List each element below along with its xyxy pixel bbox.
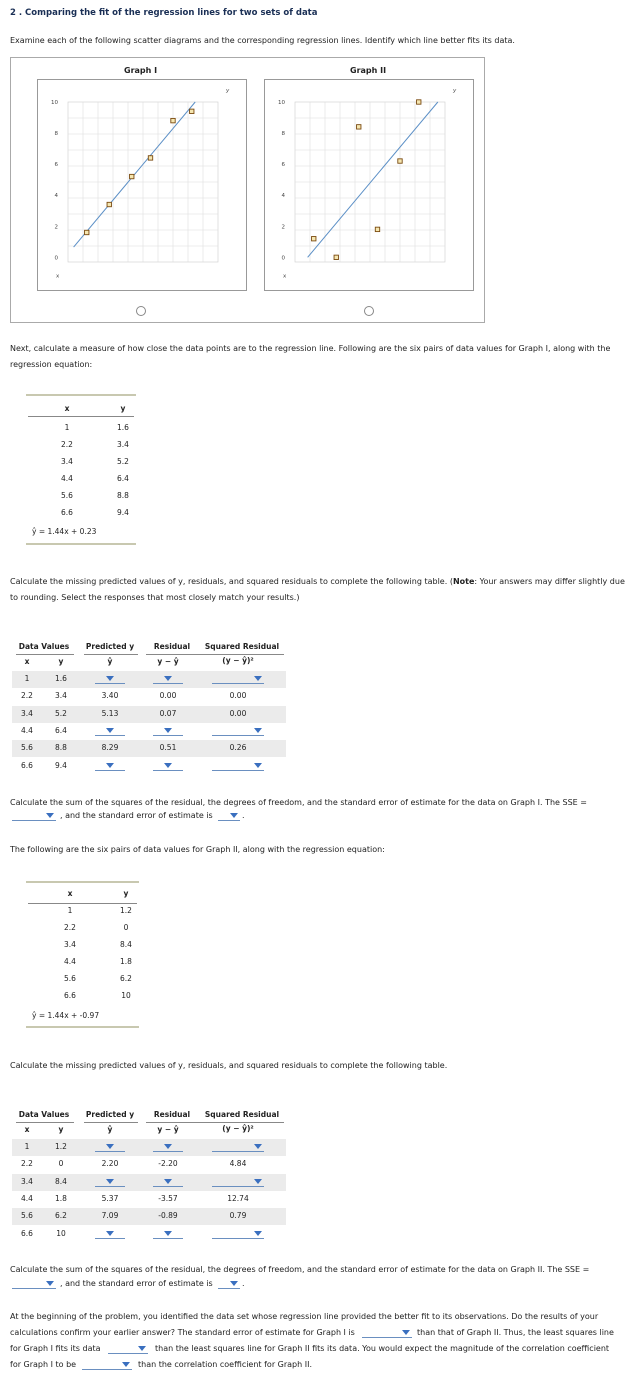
y-cell: 8.8 [55,743,67,753]
residual-dropdown[interactable] [153,761,183,771]
predicted-header: Predicted y [85,642,135,651]
conclusion-line2b: than that of Graph II. Thus, the least squares line [417,1328,614,1337]
x-value-cell: 3.4 [61,457,73,466]
sse1-dropdown[interactable] [12,811,56,821]
chevron-down-icon [164,763,172,768]
y-cell: 9.4 [55,760,67,770]
y-value-cell: 1.6 [117,423,129,432]
graph2-radio[interactable] [364,306,374,316]
x-axis-label: x [56,273,60,280]
predicted-cell: 2.20 [101,1159,119,1169]
x-cell: 1 [24,1142,30,1151]
chevron-down-icon [106,728,114,733]
x-value-cell: 6.6 [61,508,73,517]
residual-cell: -0.89 [158,1211,178,1221]
residual-dropdown[interactable] [153,1177,183,1187]
conclusion-line4a: for Graph I to be [10,1360,77,1369]
y-tick-label: 0 [281,255,285,262]
graph1-plot [38,80,248,292]
calc1-instructions: Calculate the missing predicted values of y, residuals, and squared residuals to complete the following table. (Note: Your answers may differ slightly due to rounding. Select the responses that most closely match your results.) [10,577,625,602]
se2-dropdown[interactable] [218,1279,240,1289]
conclusion-line4b: than the correlation coefficient for Graph II. [138,1360,312,1369]
data-point [312,236,316,240]
x-value-cell: 4.4 [61,474,73,483]
residual-header: Residual [153,642,191,651]
x-value-cell: 2.2 [64,923,76,932]
chevron-down-icon [254,1231,262,1236]
squared-residual-dropdown[interactable] [212,1229,264,1239]
x-cell: 3.4 [21,1176,33,1186]
graph1-equation: ŷ = 1.44x + 0.23 [32,527,97,536]
squared-residual-dropdown[interactable] [212,726,264,736]
y-cell: 6.2 [55,1211,67,1221]
sse2-mid: , and the standard error of estimate is [60,1279,213,1288]
x-cell: 4.4 [21,1193,33,1203]
y-cell: 6.4 [55,725,67,735]
yhat-header: ŷ [107,657,113,666]
residual-dropdown[interactable] [153,1229,183,1239]
calc2-instructions: Calculate the missing predicted values of y, residuals, and squared residuals to complete the following table. [10,1061,448,1070]
x-value-cell: 5.6 [61,491,73,500]
predicted-cell: 5.37 [101,1193,119,1203]
data-point [190,109,194,113]
chevron-down-icon [164,1179,172,1184]
residual-header: Residual [153,1110,191,1119]
y-axis-label: y [226,88,230,94]
sse2-text: Calculate the sum of the squares of the residual, the degrees of freedom, and the standard error of estimate for the data on Graph II. The SSE = [10,1265,590,1274]
data-point [148,156,152,160]
data-values-header: Data Values [18,642,70,651]
predicted-cell: 3.40 [101,691,119,701]
data-point [85,230,89,234]
chevron-down-icon [164,1231,172,1236]
x-cell: 6.6 [21,1228,33,1238]
x-column-header: x [64,404,70,413]
residual-cell: 0.07 [159,708,177,718]
predicted-header: Predicted y [85,1110,135,1119]
predicted-cell: 5.13 [101,708,119,718]
x-axis-label: x [283,273,287,280]
conclusion-line3a: for Graph I fits its data [10,1344,101,1353]
squared-residual-dropdown[interactable] [212,674,264,684]
chevron-down-icon [254,1144,262,1149]
y-tick-label: 6 [54,162,58,169]
y-tick-label: 8 [281,131,285,138]
conclusion-line1: At the beginning of the problem, you identified the data set whose regression line provided the better fit to its observations. Do the results of your [10,1312,599,1321]
residual-cell: 0.00 [159,691,177,701]
data-point [375,227,379,231]
sse1-text: Calculate the sum of the squares of the residual, the degrees of freedom, and the standard error of estimate for the data on Graph I. The SSE = [10,798,587,807]
graph1-title: Graph I [124,66,158,75]
question-intro: Examine each of the following scatter diagrams and the corresponding regression lines. Identify which line better fits its data. [10,36,515,45]
chevron-down-icon [106,676,114,681]
squared-residual-header: Squared Residual [204,1110,280,1119]
residual-expr-header: y − ŷ [157,1125,179,1134]
data-point [334,255,338,259]
sse2-end: . [242,1279,245,1288]
chevron-down-icon [254,763,262,768]
y-value-cell: 3.4 [117,440,129,449]
y-value-cell: 1.8 [120,957,132,966]
y-cell: 10 [56,1228,66,1238]
x-cell: 5.6 [21,1211,33,1221]
y-tick-label: 6 [281,162,285,169]
predicted-cell: 8.29 [101,743,119,753]
squared-residual-cell: 0.00 [229,708,247,718]
y-tick-label: 4 [281,193,285,200]
squared-residual-cell: 12.74 [227,1193,249,1203]
x-value-cell: 3.4 [64,940,76,949]
chevron-down-icon [106,763,114,768]
y-cell: 1.2 [55,1142,67,1151]
graph1-radio[interactable] [136,306,146,316]
squared-residual-cell: 0.26 [229,743,247,753]
yhat-header: ŷ [107,1125,113,1134]
fit-comparison-dropdown[interactable] [108,1344,148,1354]
y-cell: 3.4 [55,691,67,701]
x-value-cell: 4.4 [64,957,76,966]
squared-expr-header: (y − ŷ)² [222,656,254,665]
conclusion-line3b: than the least squares line for Graph II fits its data. You would expect the magnitude of the correlation coefficient [155,1344,610,1353]
y-cell: 1.6 [55,674,67,683]
data-values-header: Data Values [18,1110,70,1119]
x-cell: 6.6 [21,760,33,770]
graph2-equation: ŷ = 1.44x + -0.97 [32,1011,100,1020]
chevron-down-icon [254,1179,262,1184]
y-tick-label: 8 [54,131,58,138]
chevron-down-icon [46,1281,54,1286]
x-cell: 1 [24,674,30,683]
y-cell: 0 [58,1159,64,1169]
residual-dropdown[interactable] [153,1142,183,1152]
y-axis-label: y [453,88,457,94]
data-point [357,125,361,129]
y-tick-label: 4 [54,193,58,200]
sse2-dropdown[interactable] [12,1279,56,1289]
y-value-cell: 8.8 [117,491,129,500]
chevron-down-icon [164,1144,172,1149]
x-value-cell: 2.2 [61,440,73,449]
y-cell: 1.8 [55,1193,67,1203]
data-point [398,159,402,163]
chevron-down-icon [138,1346,146,1351]
y-tick-label: 2 [281,224,285,231]
y-tick-label: 2 [54,224,58,231]
chevron-down-icon [230,813,238,818]
graph2-title: Graph II [350,66,387,75]
chevron-down-icon [254,728,262,733]
x-value-cell: 1 [64,423,70,432]
y-value-cell: 5.2 [117,457,129,466]
residual-dropdown[interactable] [153,674,183,684]
y-value-cell: 0 [123,923,129,932]
x-column-header: x [67,889,73,898]
predicted-dropdown[interactable] [95,1229,125,1239]
squared-residual-cell: 0.00 [229,691,247,701]
y-tick-label: 0 [54,255,58,262]
y-value-cell: 6.4 [117,474,129,483]
chevron-down-icon [122,1362,130,1367]
squared-residual-header: Squared Residual [204,642,280,651]
predicted-dropdown[interactable] [95,726,125,736]
se1-dropdown[interactable] [218,811,240,821]
chevron-down-icon [106,1144,114,1149]
graph1-box [37,79,247,291]
y-header: y [58,1125,64,1134]
y-column-header: y [120,404,126,413]
x-value-cell: 5.6 [64,974,76,983]
x-header: x [24,1125,30,1134]
x-value-cell: 1 [67,906,73,915]
chevron-down-icon [106,1231,114,1236]
chevron-down-icon [46,813,54,818]
residual-dropdown[interactable] [153,726,183,736]
predicted-cell: 7.09 [101,1211,119,1221]
part3-intro: The following are the six pairs of data values for Graph II, along with the regression equation: [10,845,385,854]
chevron-down-icon [164,676,172,681]
x-cell: 5.6 [21,743,33,753]
residual-cell: -2.20 [158,1159,178,1169]
y-value-cell: 6.2 [120,974,132,983]
chevron-down-icon [164,728,172,733]
squared-expr-header: (y − ŷ)² [222,1124,254,1133]
predicted-dropdown[interactable] [95,761,125,771]
squared-residual-dropdown[interactable] [212,1177,264,1187]
squared-residual-cell: 4.84 [229,1159,247,1169]
residual-cell: -3.57 [158,1193,178,1203]
y-tick-label: 10 [51,100,58,106]
x-cell: 2.2 [21,1159,33,1169]
data-point [130,174,134,178]
y-cell: 8.4 [55,1176,67,1186]
se-comparison-dropdown[interactable] [362,1328,412,1338]
x-cell: 2.2 [21,691,33,701]
predicted-dropdown[interactable] [95,674,125,684]
y-header: y [58,657,64,666]
residual-expr-header: y − ŷ [157,657,179,666]
chevron-down-icon [402,1330,410,1335]
x-value-cell: 6.6 [64,991,76,1000]
part2-intro: Next, calculate a measure of how close the data points are to the regression line. Following are the six pairs of data values for Graph I, along with the regression equation: [10,344,611,369]
y-tick-label: 10 [278,100,285,106]
data-point [171,118,175,122]
sse1-mid: , and the standard error of estimate is [60,811,213,820]
data-point [107,202,111,206]
y-value-cell: 10 [121,991,131,1000]
sse1-end: . [242,811,245,820]
y-value-cell: 9.4 [117,508,129,517]
residual-cell: 0.51 [159,743,177,753]
squared-residual-cell: 0.79 [229,1211,247,1221]
squared-residual-dropdown[interactable] [212,1142,264,1152]
chevron-down-icon [106,1179,114,1184]
x-cell: 3.4 [21,708,33,718]
y-column-header: y [123,889,129,898]
squared-residual-dropdown[interactable] [212,761,264,771]
x-header: x [24,657,30,666]
y-value-cell: 8.4 [120,940,132,949]
graph2-box [264,79,474,291]
y-cell: 5.2 [55,708,67,718]
predicted-dropdown[interactable] [95,1177,125,1187]
y-value-cell: 1.2 [120,906,132,915]
predicted-dropdown[interactable] [95,1142,125,1152]
conclusion-line2a: calculations confirm your earlier answer? The standard error of estimate for Graph I is [10,1328,355,1337]
chevron-down-icon [254,676,262,681]
correlation-comparison-dropdown[interactable] [82,1360,132,1370]
graph2-plot [265,80,475,292]
data-point [417,100,421,104]
question-title: 2 . Comparing the fit of the regression lines for two sets of data [10,8,318,18]
chevron-down-icon [230,1281,238,1286]
x-cell: 4.4 [21,725,33,735]
